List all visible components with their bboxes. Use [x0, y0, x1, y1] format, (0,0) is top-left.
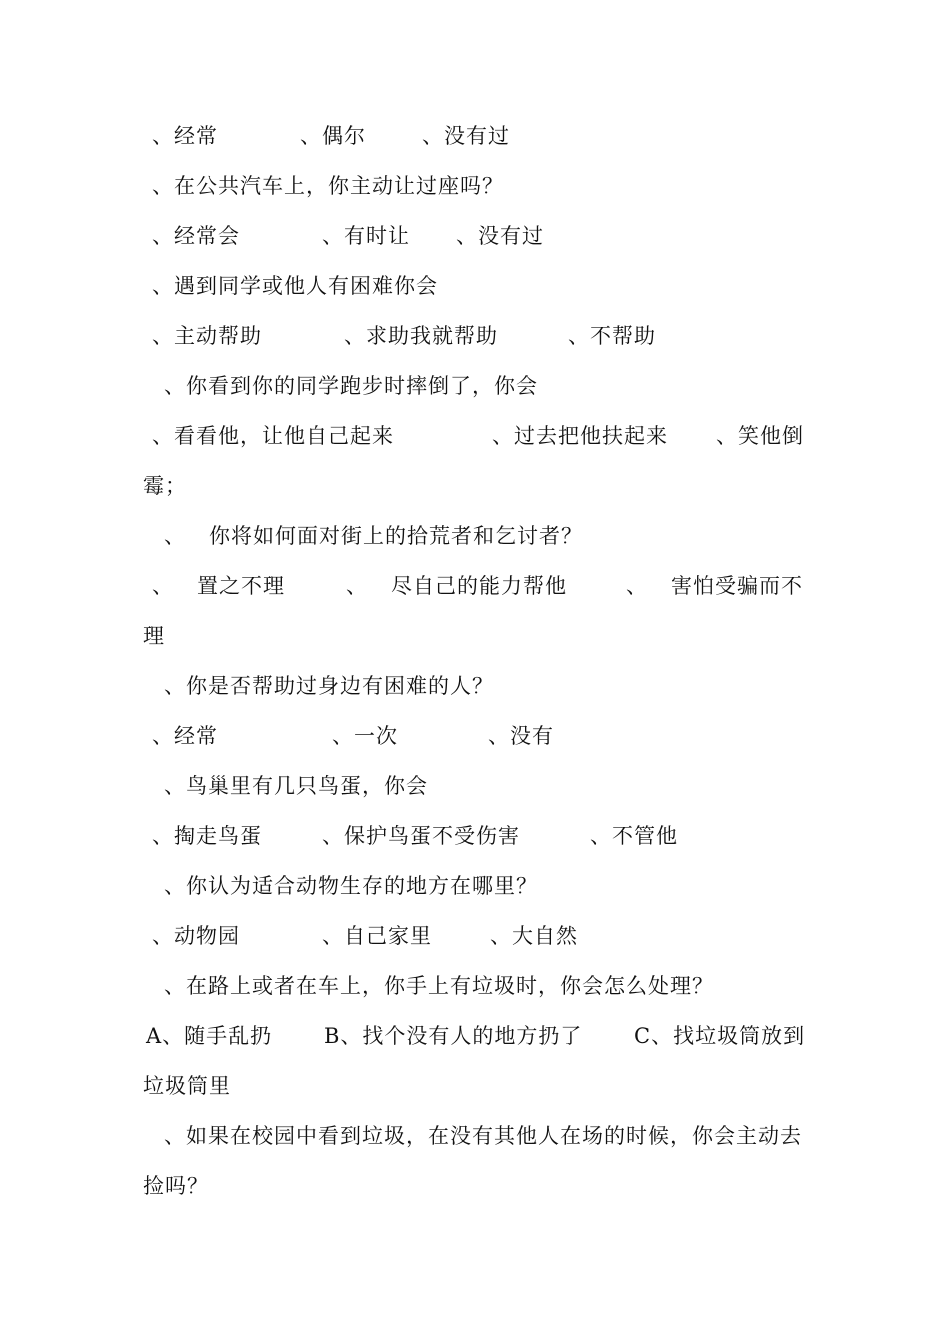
question-text: 、 你将如何面对街上的拾荒者和乞讨者？: [164, 524, 584, 548]
option-b: 、偶尔: [300, 124, 366, 148]
option-a: 、看看他，让他自己起来: [152, 424, 394, 448]
question-continuation: 捡吗？: [143, 1174, 209, 1198]
option-b: 、保护鸟蛋不受伤害: [322, 824, 520, 848]
option-continuation: 理: [143, 624, 165, 648]
option-c: 、没有: [488, 724, 554, 748]
option-b: 、过去把他扶起来: [492, 424, 668, 448]
option-c: 、不帮助: [568, 324, 656, 348]
option-b: 、 尽自己的能力帮他: [346, 574, 568, 598]
option-a: 、经常: [152, 124, 218, 148]
option-c: 、笑他倒: [716, 424, 804, 448]
option-continuation: 垃圾筒里: [143, 1074, 231, 1098]
option-b: B、找个没有人的地方扔了: [324, 1024, 583, 1048]
option-a: A、随手乱扔: [146, 1024, 273, 1048]
question-text: 、在公共汽车上，你主动让过座吗？: [152, 174, 504, 198]
option-b: 、一次: [332, 724, 398, 748]
question-text: 、你认为适合动物生存的地方在哪里？: [164, 874, 538, 898]
option-a: 、经常会: [152, 224, 240, 248]
option-c: 、大自然: [490, 924, 578, 948]
option-a: 、 置之不理: [152, 574, 286, 598]
question-text: 、你是否帮助过身边有困难的人？: [164, 674, 494, 698]
question-text: 、遇到同学或他人有困难你会: [152, 274, 438, 298]
option-c: C、找垃圾筒放到: [634, 1024, 806, 1048]
question-text: 、你看到你的同学跑步时摔倒了，你会: [164, 374, 538, 398]
option-b: 、有时让: [322, 224, 410, 248]
option-a: 、经常: [152, 724, 218, 748]
option-continuation: 霉；: [143, 474, 187, 498]
option-c: 、 害怕受骗而不: [626, 574, 804, 598]
question-text: 、鸟巢里有几只鸟蛋，你会: [164, 774, 428, 798]
option-a: 、主动帮助: [152, 324, 262, 348]
question-text: 、在路上或者在车上，你手上有垃圾时，你会怎么处理？: [164, 974, 714, 998]
option-c: 、没有过: [422, 124, 510, 148]
option-c: 、没有过: [456, 224, 544, 248]
option-b: 、求助我就帮助: [344, 324, 498, 348]
option-b: 、自己家里: [322, 924, 432, 948]
option-c: 、不管他: [590, 824, 678, 848]
question-text: 、如果在校园中看到垃圾，在没有其他人在场的时候，你会主动去: [164, 1124, 802, 1148]
option-a: 、动物园: [152, 924, 240, 948]
option-a: 、掏走鸟蛋: [152, 824, 262, 848]
